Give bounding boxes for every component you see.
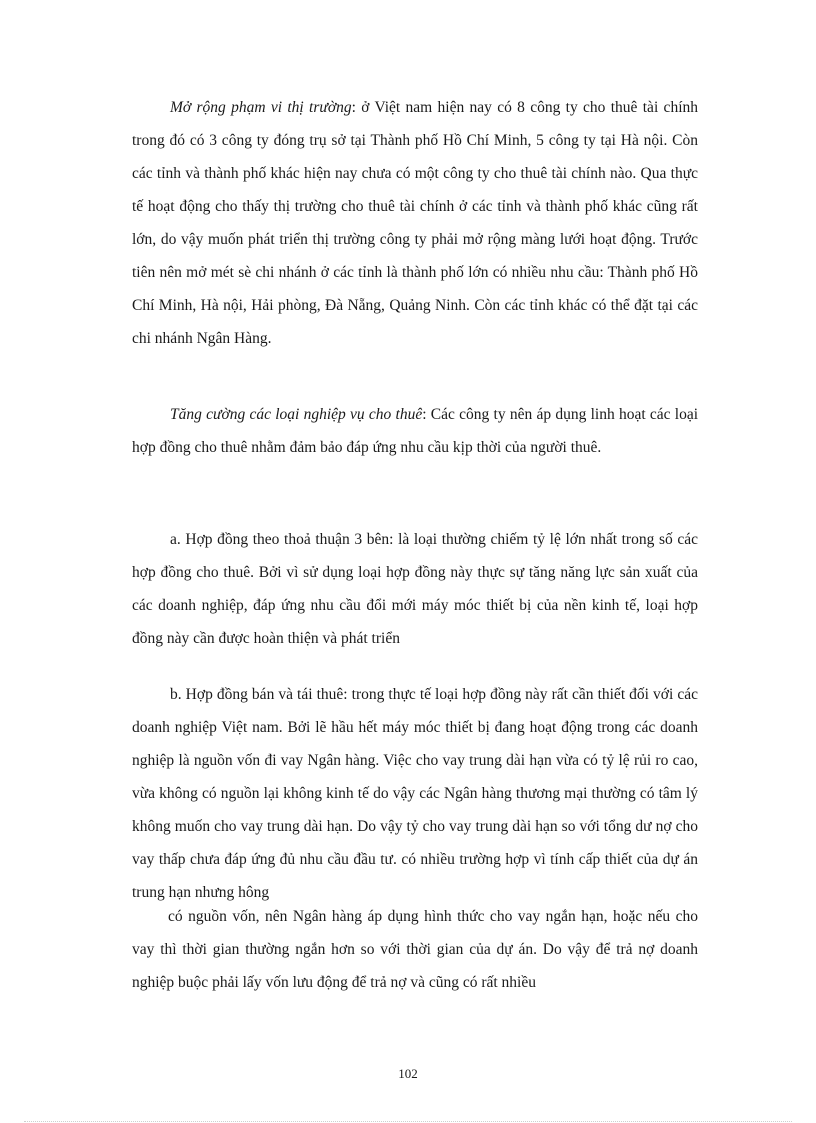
- paragraph-body: b. Hợp đồng bán và tái thuê: trong thực tế loại hợp đồng này rất cần thiết đối với các doanh nghiệp Việt nam. Bởi lẽ hầu hết máy móc thiết bị đang hoạt động trong các doanh nghiệp là nguồn vốn đi vay Ngân hàng. Việc cho vay trung dài hạn vừa có tỷ lệ rủi ro cao, vừa không có nguồn lại không kinh tế do vậy các Ngân hàng thương mại thường có tâm lý không muốn cho vay trung dài hạn. Do vậy tỷ cho vay trung dài hạn so với tổng dư nợ cho vay thấp chưa đáp ứng đủ nhu cầu đầu tư. có nhiều trường hợp vì tính cấp thiết của dự án trung hạn nhưng hông: [132, 686, 698, 901]
- page-bottom-divider: [24, 1121, 792, 1122]
- paragraph-heading: Tăng cường các loại nghiệp vụ cho thuê: [170, 406, 423, 423]
- paragraph-body: : Các công ty nên áp dụng linh hoạt các loại hợp đồng cho thuê nhằm đảm bảo đáp ứng nhu cầu kịp thời của người thuê.: [132, 406, 699, 456]
- paragraph-body: : ở Việt nam hiện nay có 8 công ty cho thuê tài chính trong đó có 3 công ty đóng trụ sở tại Thành phố Hồ Chí Minh, 5 công ty tại Hà nội. Còn các tỉnh và thành phố khác hiện nay chưa có một công ty cho thuê tài chính nào. Qua thực tế hoạt động cho thấy thị trường cho thuê tài chính ở các tỉnh và thành phố khác cũng rất lớn, do vậy muốn phát triển thị trường công ty phải mở rộng màng lưới hoạt động. Trước tiên nên mở mét sè chi nhánh ở các tỉnh là thành phố lớn có nhiều nhu cầu: Thành phố Hồ Chí Minh, Hà nội, Hải phòng, Đà Nẵng, Quảng Ninh. Còn các tỉnh khác có thể đặt tại các chi nhánh Ngân Hàng.: [132, 99, 698, 347]
- paragraph-item-b: [132, 678, 698, 909]
- page-number: 102: [398, 1066, 418, 1081]
- paragraph-continuation: [132, 900, 698, 999]
- paragraph-body: a. Hợp đồng theo thoả thuận 3 bên: là loại thường chiếm tỷ lệ lớn nhất trong số các hợp đồng cho thuê. Bởi vì sử dụng loại hợp đồng này thực sự tăng năng lực sản xuất của các doanh nghiệp, đáp ứng nhu cầu đổi mới máy móc thiết bị của nền kinh tế, loại hợp đồng này cần được hoàn thiện và phát triển: [132, 531, 698, 647]
- paragraph-market-expansion: [132, 91, 698, 355]
- paragraph-body: có nguồn vốn, nên Ngân hàng áp dụng hình thức cho vay ngắn hạn, hoặc nếu cho vay thì thời gian thường ngắn hơn so với thời gian của dự án. Do vậy để trả nợ doanh nghiệp buộc phải lấy vốn lưu động để trả nợ và cũng có rất nhiều: [132, 908, 698, 991]
- paragraph-leasing-services: [132, 398, 698, 464]
- paragraph-item-a: [132, 523, 698, 655]
- paragraph-heading: Mở rộng phạm vi thị trường: [170, 99, 352, 116]
